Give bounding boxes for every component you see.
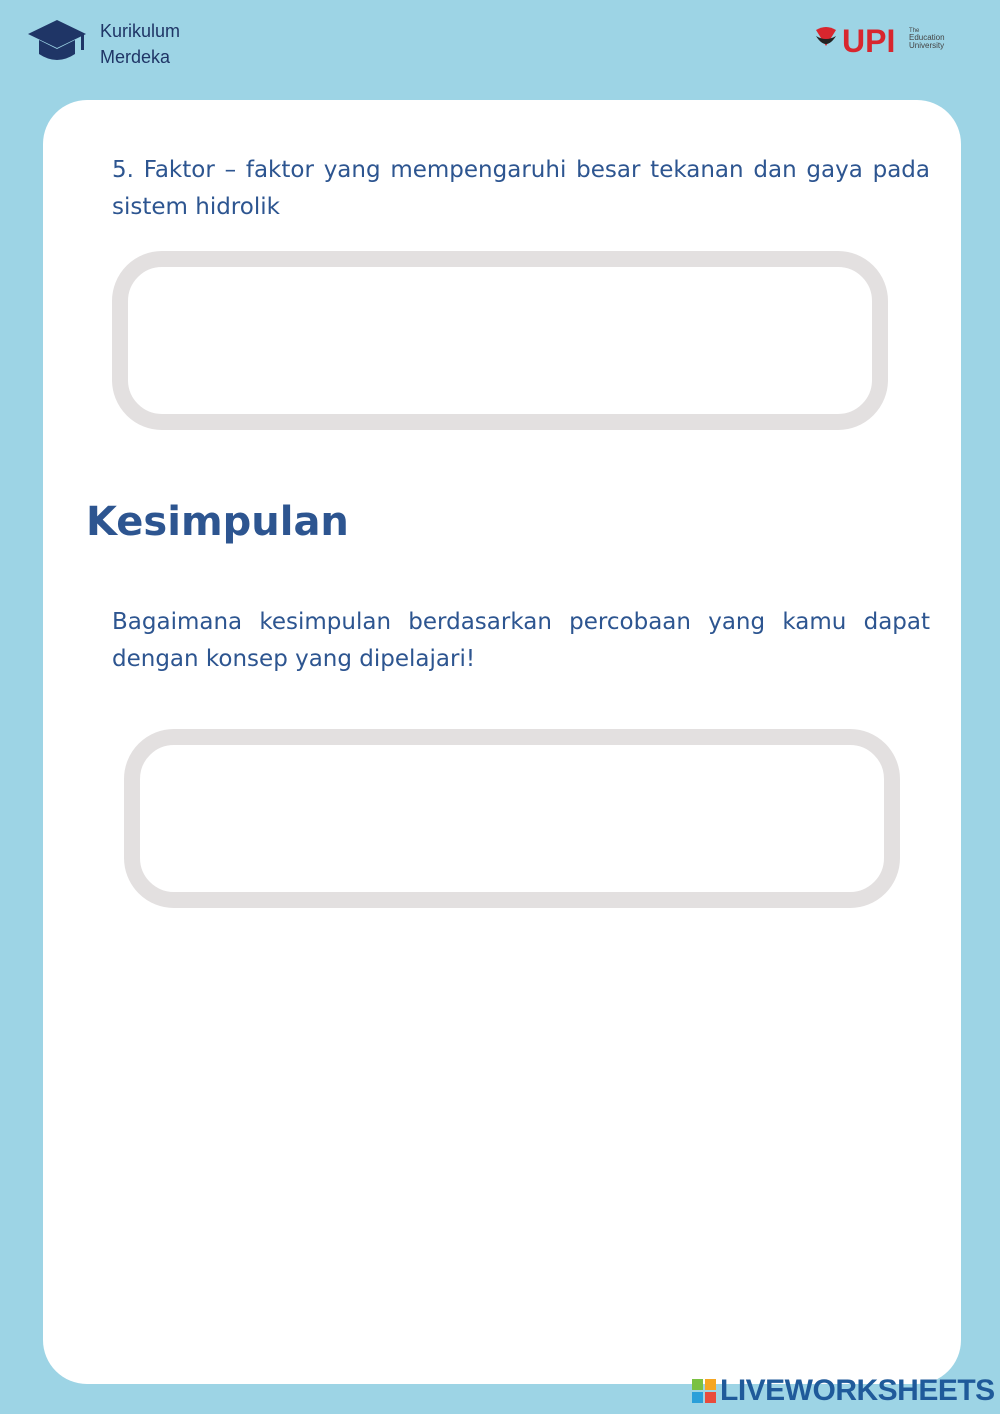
- question-5-answer-box[interactable]: [112, 251, 888, 430]
- curriculum-title-line2: Merdeka: [100, 47, 171, 67]
- upi-logo-text: UPI: [842, 23, 896, 59]
- upi-emblem-icon: [816, 27, 836, 46]
- liveworksheets-brand: LIVEWORKSHEETS: [720, 1374, 995, 1407]
- graduation-cap-icon: [26, 18, 88, 68]
- upi-tagline-2: Education: [909, 33, 945, 42]
- upi-tagline-3: University: [909, 41, 945, 50]
- liveworksheets-footer[interactable]: [692, 1374, 995, 1408]
- conclusion-answer-box[interactable]: [124, 729, 900, 908]
- curriculum-title: [100, 18, 180, 70]
- liveworksheets-icon: [692, 1379, 716, 1403]
- upi-university-logo: [812, 20, 962, 60]
- curriculum-title-line1: Kurikulum: [100, 21, 181, 41]
- conclusion-prompt: Bagaimana kesimpulan berdasarkan percobaan yang kamu dapat dengan konsep yang dipelajari!: [112, 609, 930, 672]
- conclusion-heading: Kesimpulan: [86, 499, 349, 545]
- question-5-text: 5. Faktor – faktor yang mempengaruhi besar tekanan dan gaya pada sistem hidrolik: [112, 157, 930, 220]
- upi-tagline-1: The: [909, 28, 920, 34]
